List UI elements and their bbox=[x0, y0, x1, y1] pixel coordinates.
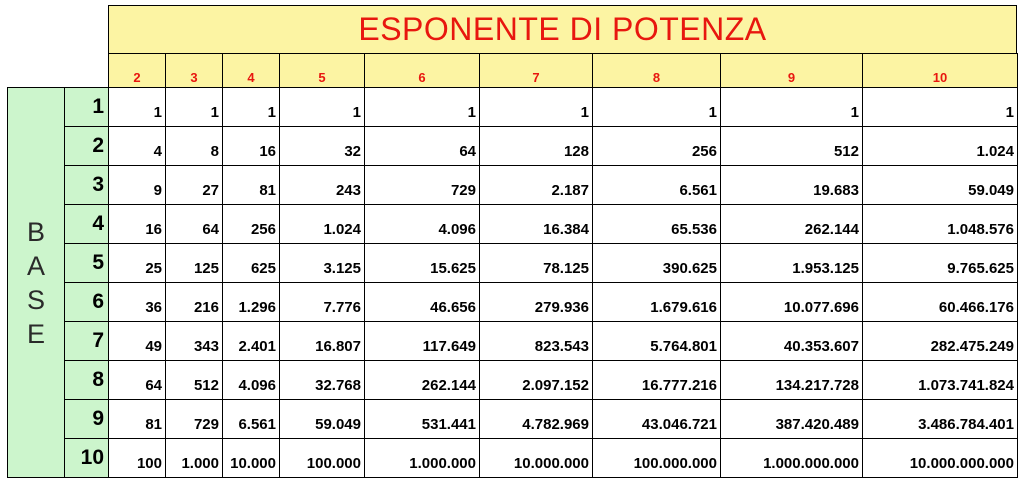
power-value-cell: 100.000 bbox=[279, 438, 365, 478]
base-row-header: 9 bbox=[64, 399, 109, 439]
power-value-cell: 36 bbox=[108, 282, 166, 322]
power-value-cell: 1 bbox=[862, 87, 1018, 127]
power-value-cell: 25 bbox=[108, 243, 166, 283]
power-value-cell: 19.683 bbox=[720, 165, 863, 205]
power-value-cell: 10.000 bbox=[222, 438, 280, 478]
power-value-cell: 128 bbox=[479, 126, 593, 166]
power-value-cell: 81 bbox=[108, 399, 166, 439]
power-value-cell: 1 bbox=[479, 87, 593, 127]
power-value-cell: 256 bbox=[222, 204, 280, 244]
power-value-cell: 40.353.607 bbox=[720, 321, 863, 361]
power-value-cell: 2.187 bbox=[479, 165, 593, 205]
power-value-cell: 7.776 bbox=[279, 282, 365, 322]
power-value-cell: 1.024 bbox=[862, 126, 1018, 166]
exponent-header: 2 bbox=[108, 53, 166, 88]
base-letter: E bbox=[26, 318, 45, 349]
base-side-label bbox=[7, 87, 65, 478]
power-value-cell: 1 bbox=[592, 87, 721, 127]
power-value-cell: 59.049 bbox=[862, 165, 1018, 205]
power-value-cell: 3.486.784.401 bbox=[862, 399, 1018, 439]
power-value-cell: 390.625 bbox=[592, 243, 721, 283]
base-letter: S bbox=[26, 284, 45, 315]
table-title: ESPONENTE DI POTENZA bbox=[108, 5, 1017, 54]
base-letter: B bbox=[26, 216, 45, 247]
power-value-cell: 32 bbox=[279, 126, 365, 166]
base-row-header: 5 bbox=[64, 243, 109, 283]
power-value-cell: 16.807 bbox=[279, 321, 365, 361]
exponent-header: 9 bbox=[720, 53, 863, 88]
power-value-cell: 3.125 bbox=[279, 243, 365, 283]
exponent-header: 10 bbox=[862, 53, 1018, 88]
power-value-cell: 512 bbox=[165, 360, 223, 400]
base-letter: A bbox=[26, 250, 45, 281]
power-value-cell: 243 bbox=[279, 165, 365, 205]
power-value-cell: 125 bbox=[165, 243, 223, 283]
power-value-cell: 10.000.000 bbox=[479, 438, 593, 478]
power-value-cell: 1 bbox=[720, 87, 863, 127]
power-value-cell: 729 bbox=[364, 165, 480, 205]
power-value-cell: 10.000.000.000 bbox=[862, 438, 1018, 478]
power-value-cell: 4.782.969 bbox=[479, 399, 593, 439]
power-value-cell: 117.649 bbox=[364, 321, 480, 361]
power-value-cell: 823.543 bbox=[479, 321, 593, 361]
power-value-cell: 216 bbox=[165, 282, 223, 322]
power-value-cell: 49 bbox=[108, 321, 166, 361]
base-row-header: 7 bbox=[64, 321, 109, 361]
base-row-header: 1 bbox=[64, 87, 109, 127]
power-value-cell: 81 bbox=[222, 165, 280, 205]
power-value-cell: 279.936 bbox=[479, 282, 593, 322]
power-value-cell: 43.046.721 bbox=[592, 399, 721, 439]
exponent-header: 4 bbox=[222, 53, 280, 88]
base-row-header: 6 bbox=[64, 282, 109, 322]
power-value-cell: 2.401 bbox=[222, 321, 280, 361]
power-value-cell: 512 bbox=[720, 126, 863, 166]
power-value-cell: 100 bbox=[108, 438, 166, 478]
power-value-cell: 262.144 bbox=[720, 204, 863, 244]
power-value-cell: 1.679.616 bbox=[592, 282, 721, 322]
power-value-cell: 1.953.125 bbox=[720, 243, 863, 283]
power-value-cell: 5.764.801 bbox=[592, 321, 721, 361]
power-value-cell: 46.656 bbox=[364, 282, 480, 322]
power-value-cell: 1.024 bbox=[279, 204, 365, 244]
base-row-header: 2 bbox=[64, 126, 109, 166]
power-value-cell: 10.077.696 bbox=[720, 282, 863, 322]
power-value-cell: 9.765.625 bbox=[862, 243, 1018, 283]
exponent-header: 7 bbox=[479, 53, 593, 88]
base-row-header: 4 bbox=[64, 204, 109, 244]
exponent-header: 3 bbox=[165, 53, 223, 88]
power-value-cell: 1 bbox=[108, 87, 166, 127]
power-value-cell: 64 bbox=[364, 126, 480, 166]
power-value-cell: 9 bbox=[108, 165, 166, 205]
power-value-cell: 387.420.489 bbox=[720, 399, 863, 439]
base-row-header: 3 bbox=[64, 165, 109, 205]
exponent-header: 8 bbox=[592, 53, 721, 88]
power-value-cell: 531.441 bbox=[364, 399, 480, 439]
power-value-cell: 282.475.249 bbox=[862, 321, 1018, 361]
power-value-cell: 625 bbox=[222, 243, 280, 283]
power-value-cell: 1.000.000 bbox=[364, 438, 480, 478]
power-value-cell: 343 bbox=[165, 321, 223, 361]
power-value-cell: 1 bbox=[364, 87, 480, 127]
power-value-cell: 1 bbox=[165, 87, 223, 127]
power-value-cell: 60.466.176 bbox=[862, 282, 1018, 322]
power-value-cell: 16.777.216 bbox=[592, 360, 721, 400]
power-value-cell: 16.384 bbox=[479, 204, 593, 244]
power-value-cell: 16 bbox=[108, 204, 166, 244]
power-value-cell: 16 bbox=[222, 126, 280, 166]
power-value-cell: 4 bbox=[108, 126, 166, 166]
power-value-cell: 6.561 bbox=[222, 399, 280, 439]
power-value-cell: 8 bbox=[165, 126, 223, 166]
exponent-header: 6 bbox=[364, 53, 480, 88]
power-value-cell: 6.561 bbox=[592, 165, 721, 205]
power-value-cell: 64 bbox=[108, 360, 166, 400]
power-value-cell: 1.000.000.000 bbox=[720, 438, 863, 478]
power-value-cell: 1.048.576 bbox=[862, 204, 1018, 244]
base-row-header: 8 bbox=[64, 360, 109, 400]
power-value-cell: 78.125 bbox=[479, 243, 593, 283]
power-value-cell: 256 bbox=[592, 126, 721, 166]
power-value-cell: 59.049 bbox=[279, 399, 365, 439]
power-value-cell: 64 bbox=[165, 204, 223, 244]
power-value-cell: 1.073.741.824 bbox=[862, 360, 1018, 400]
power-value-cell: 2.097.152 bbox=[479, 360, 593, 400]
power-value-cell: 1.296 bbox=[222, 282, 280, 322]
power-value-cell: 1.000 bbox=[165, 438, 223, 478]
power-value-cell: 1 bbox=[279, 87, 365, 127]
power-value-cell: 4.096 bbox=[222, 360, 280, 400]
power-value-cell: 1 bbox=[222, 87, 280, 127]
power-value-cell: 65.536 bbox=[592, 204, 721, 244]
power-value-cell: 134.217.728 bbox=[720, 360, 863, 400]
power-value-cell: 27 bbox=[165, 165, 223, 205]
power-value-cell: 15.625 bbox=[364, 243, 480, 283]
power-value-cell: 100.000.000 bbox=[592, 438, 721, 478]
power-value-cell: 4.096 bbox=[364, 204, 480, 244]
base-row-header: 10 bbox=[64, 438, 109, 478]
power-value-cell: 32.768 bbox=[279, 360, 365, 400]
exponent-header: 5 bbox=[279, 53, 365, 88]
power-value-cell: 262.144 bbox=[364, 360, 480, 400]
power-value-cell: 729 bbox=[165, 399, 223, 439]
